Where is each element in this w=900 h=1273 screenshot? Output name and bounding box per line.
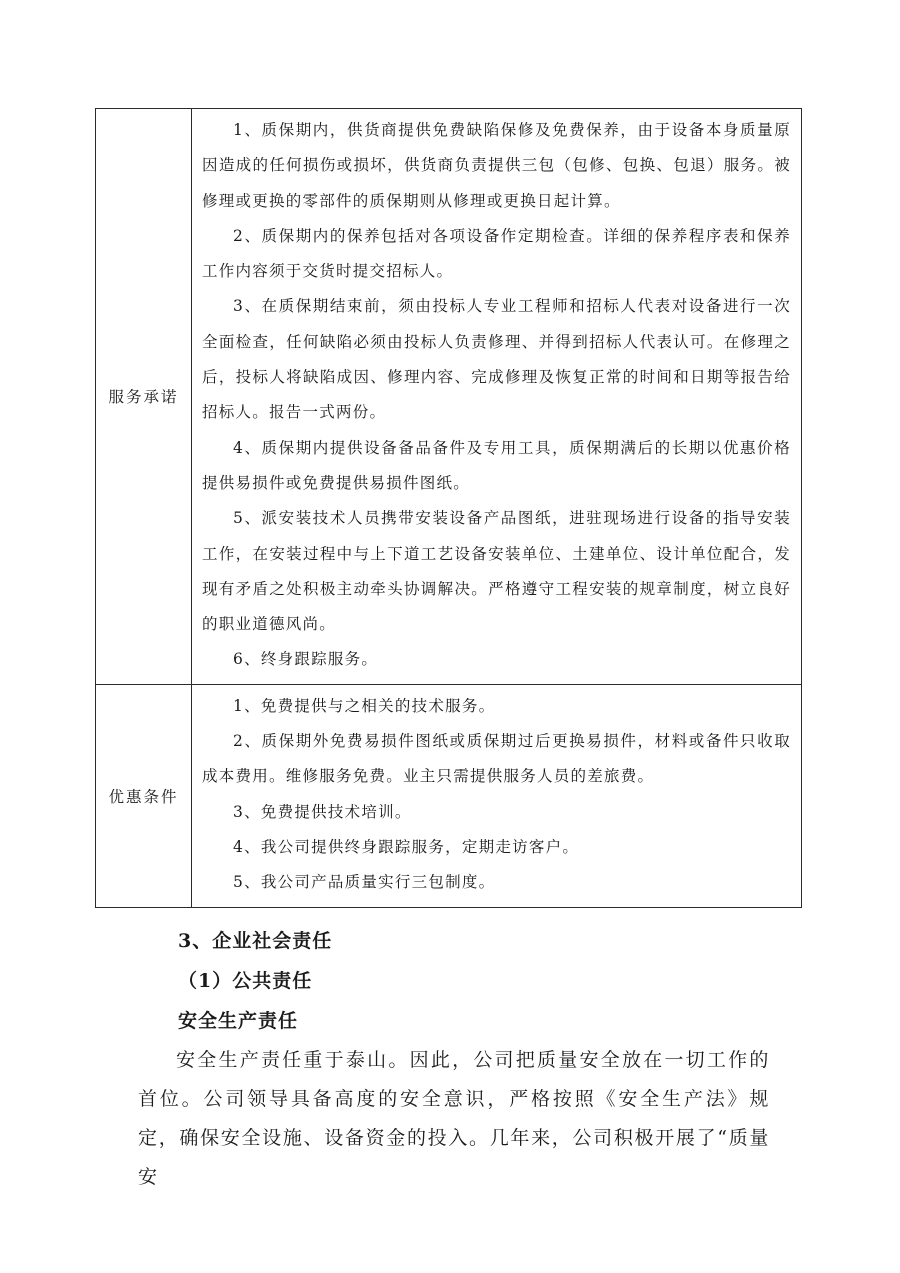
table-paragraph: 1、质保期内，供货商提供免费缺陷保修及免费保养，由于设备本身质量原因造成的任何损伤或损坏，供货商负责提供三包（包修、包换、包退）服务。被修理或更换的零部件的质保期则从修理或更换日起计算。 [202,121,791,210]
table-paragraph: 3、免费提供技术培训。 [233,802,412,821]
table-paragraph: 4、我公司提供终身跟踪服务，定期走访客户。 [233,837,580,856]
table-paragraph: 1、免费提供与之相关的技术服务。 [233,696,496,715]
table-paragraph: 3、在质保期结束前，须由投标人专业工程师和招标人代表对设备进行一次全面检查，任何缺陷必须由投标人负责修理、并得到招标人代表认可。在修理之后，投标人将缺陷成因、修理内容、完成修理及恢复正常的时间和日期等报告给招标人。报告一式两份。 [202,297,791,422]
table-row-preferential-terms [96,684,802,907]
table-paragraph: 2、质保期内的保养包括对各项设备作定期检查。详细的保养程序表和保养工作内容须于交货时提交招标人。 [202,226,791,281]
row-content-preferential-terms [192,684,802,907]
section-subsubheading: 安全生产责任 [178,1010,299,1032]
table-row-service-commitment [96,109,802,685]
row-label-service-commitment: 服务承诺 [96,109,192,685]
section-heading: 3、企业社会责任 [178,930,333,952]
table-paragraph: 4、质保期内提供设备备品备件及专用工具，质保期满后的长期以优惠价格提供易损件或免费提供易损件图纸。 [202,438,791,492]
row-label-preferential-terms: 优惠条件 [96,684,192,907]
service-terms-table [95,108,802,908]
table-paragraph: 5、我公司产品质量实行三包制度。 [233,873,496,892]
table-paragraph: 5、派安装技术人员携带安装设备产品图纸，进驻现场进行设备的指导安装工作，在安装过程中与上下道工艺设备安装单位、土建单位、设计单位配合，发现有矛盾之处积极主动牵头协调解决。严格遵守工程安装的规章制度，树立良好的职业道德风尚。 [202,509,791,634]
section-subheading: （1）公共责任 [178,970,313,992]
table-paragraph: 2、质保期外免费易损件图纸或质保期过后更换易损件，材料或备件只收取成本费用。维修服务免费。业主只需提供服务人员的差旅费。 [202,732,791,786]
section-body-paragraph: 安全生产责任重于泰山。因此，公司把质量安全放在一切工作的首位。公司领导具备高度的安全意识，严格按照《安全生产法》规定，确保安全设施、设备资金的投入。几年来，公司积极开展了“质量安 [138,1049,770,1188]
row-content-service-commitment [192,109,802,685]
table-paragraph: 6、终身跟踪服务。 [233,650,379,669]
